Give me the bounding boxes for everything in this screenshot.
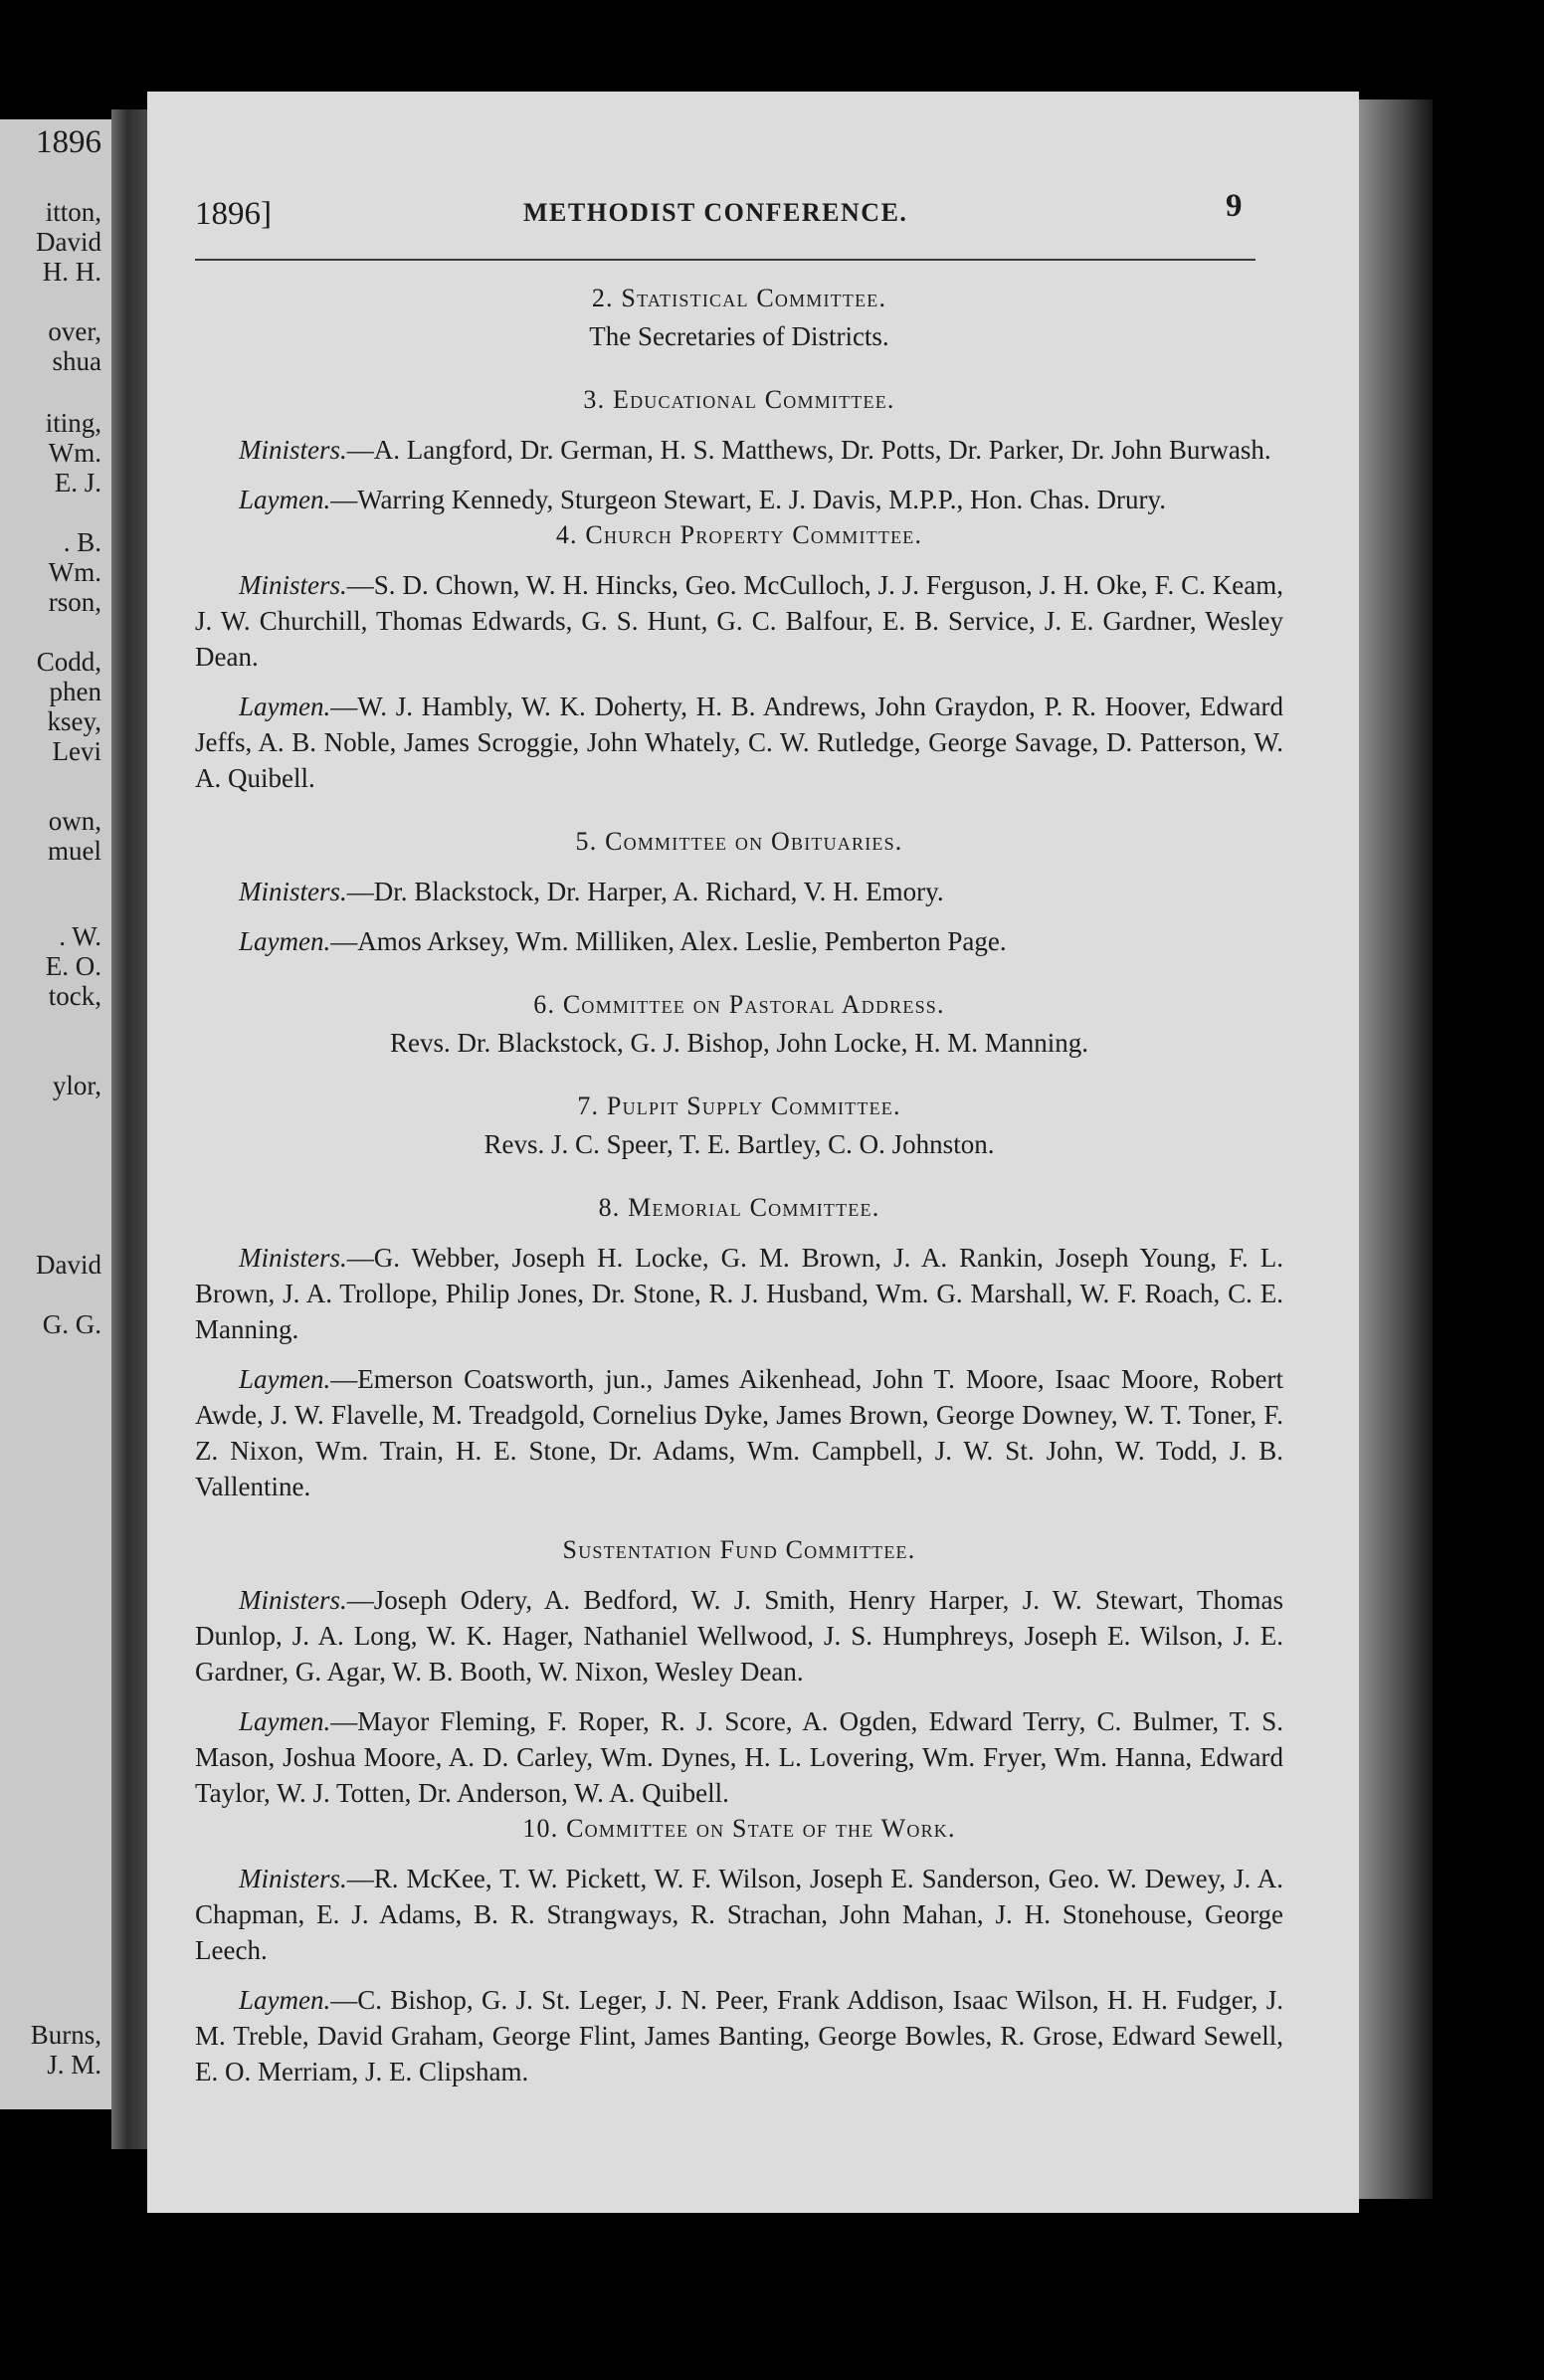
left-page-year: 1896 (36, 124, 101, 160)
section-state-of-work-committee (195, 1811, 1283, 2089)
left-fragment: Burns, (30, 2020, 101, 2050)
laymen-list: —Mayor Fleming, F. Roper, R. J. Score, A. Ogden, Edward Terry, C. Bulmer, T. S. Mason, Joshua Moore, A. D. Carley, Wm. Dynes, H. L. Lovering, Wm. Fryer, Wm. Hanna, Edward Taylor, W. J. Totten, Dr. Anderson, W. A. Quibell. (195, 1706, 1283, 1808)
right-page (147, 92, 1359, 2213)
laymen-label: Laymen. (239, 485, 331, 514)
page-number: 9 (1226, 188, 1243, 224)
laymen-label: Laymen. (239, 692, 331, 721)
ministers-paragraph (195, 1582, 1283, 1689)
section-title: 10. Committee on State of the Work. (522, 1814, 956, 1843)
left-fragment: David (36, 1250, 101, 1280)
laymen-list: —Warring Kennedy, Sturgeon Stewart, E. J. Davis, M.P.P., Hon. Chas. Drury. (330, 485, 1166, 514)
header-title: METHODIST CONFERENCE. (523, 198, 908, 227)
section-title: 3. Educational Committee. (583, 385, 895, 414)
left-fragment: Wm. (48, 438, 101, 468)
section-obituaries-committee (195, 824, 1283, 959)
left-fragment: phen (49, 677, 101, 706)
ministers-paragraph (195, 1861, 1283, 1968)
section-title: 6. Committee on Pastoral Address. (533, 990, 945, 1019)
left-fragment: G. G. (42, 1309, 101, 1339)
laymen-list: —Amos Arksey, Wm. Milliken, Alex. Leslie, Pemberton Page. (330, 926, 1007, 956)
section-title: 2. Statistical Committee. (591, 284, 887, 312)
ministers-list: —A. Langford, Dr. German, H. S. Matthews, Dr. Potts, Dr. Parker, Dr. John Burwash. (346, 435, 1271, 465)
ministers-paragraph (195, 874, 1283, 909)
ministers-label: Ministers. (239, 570, 347, 600)
left-fragment: ylor, (52, 1071, 101, 1100)
section-church-property-committee (195, 517, 1283, 796)
ministers-label: Ministers. (239, 435, 347, 465)
laymen-label: Laymen. (239, 926, 331, 956)
section-pulpit-supply-committee (195, 1089, 1283, 1162)
laymen-list: —C. Bishop, G. J. St. Leger, J. N. Peer, Frank Addison, Isaac Wilson, H. H. Fudger, J. M. Treble, David Graham, George Flint, James Banting, George Bowles, R. Grose, Edward Sewell, E. O. Merriam, J. E. Clipsham. (195, 1985, 1283, 2086)
header-rule (195, 259, 1255, 261)
left-fragment: over, (48, 316, 101, 346)
ministers-paragraph (195, 1240, 1283, 1347)
section-statistical-committee (195, 281, 1283, 354)
section-educational-committee (195, 382, 1283, 517)
section-members: The Secretaries of Districts. (589, 321, 889, 351)
section-title: 7. Pulpit Supply Committee. (577, 1091, 901, 1120)
left-fragment: . B. (63, 527, 101, 557)
section-memorial-committee (195, 1190, 1283, 1504)
left-fragment: H. H. (42, 257, 101, 287)
ministers-paragraph (195, 567, 1283, 675)
page-edge (1359, 99, 1433, 2199)
section-members: Revs. J. C. Speer, T. E. Bartley, C. O. Johnston. (483, 1129, 995, 1159)
laymen-label: Laymen. (239, 1985, 331, 2015)
ministers-list: —Joseph Odery, A. Bedford, W. J. Smith, Henry Harper, J. W. Stewart, Thomas Dunlop, J. A. Long, W. K. Hager, Nathaniel Wellwood, J. S. Humphreys, Joseph E. Wilson, J. E. Gardner, G. Agar, W. B. Booth, W. Nixon, Wesley Dean. (195, 1585, 1283, 1686)
section-title: 5. Committee on Obituaries. (575, 827, 903, 856)
laymen-paragraph (195, 923, 1283, 959)
left-fragment: Codd, (36, 647, 101, 677)
running-header (147, 188, 1359, 254)
book-gutter (111, 109, 147, 2149)
left-fragment: David (36, 227, 101, 257)
laymen-paragraph (195, 689, 1283, 796)
ministers-label: Ministers. (239, 1864, 347, 1893)
left-page-strip (0, 119, 111, 2109)
ministers-paragraph (195, 432, 1283, 468)
header-year: 1896] (195, 196, 272, 232)
laymen-list: —Emerson Coatsworth, jun., James Aikenhead, John T. Moore, Isaac Moore, Robert Awde, J. W. Flavelle, M. Treadgold, Cornelius Dyke, James Brown, George Downey, W. T. Toner, F. Z. Nixon, Wm. Train, H. E. Stone, Dr. Adams, Wm. Campbell, J. W. St. John, W. Todd, J. B. Vallentine. (195, 1364, 1283, 1501)
left-fragment: ksey, (47, 706, 101, 736)
ministers-label: Ministers. (239, 1585, 347, 1615)
page-content (195, 281, 1283, 2089)
section-title: 8. Memorial Committee. (598, 1193, 880, 1222)
left-fragment: muel (48, 836, 101, 866)
section-title: Sustentation Fund Committee. (562, 1535, 916, 1564)
section-sustentation-fund-committee (195, 1532, 1283, 1811)
left-fragment: tock, (48, 981, 101, 1011)
left-fragment: itton, (45, 197, 101, 227)
section-pastoral-address-committee (195, 987, 1283, 1061)
left-fragment: Wm. (48, 557, 101, 587)
section-title: 4. Church Property Committee. (555, 520, 923, 549)
laymen-paragraph (195, 1982, 1283, 2089)
ministers-list: —S. D. Chown, W. H. Hincks, Geo. McCulloch, J. J. Ferguson, J. H. Oke, F. C. Keam, J. W. Churchill, Thomas Edwards, G. S. Hunt, G. C. Balfour, E. B. Service, J. E. Gardner, Wesley Dean. (195, 570, 1283, 672)
ministers-label: Ministers. (239, 877, 347, 906)
laymen-paragraph (195, 482, 1283, 517)
laymen-list: —W. J. Hambly, W. K. Doherty, H. B. Andrews, John Graydon, P. R. Hoover, Edward Jeffs, A. B. Noble, James Scroggie, John Whately, C. W. Rutledge, George Savage, D. Patterson, W. A. Quibell. (195, 692, 1283, 793)
left-fragment: J. M. (47, 2050, 101, 2080)
ministers-list: —Dr. Blackstock, Dr. Harper, A. Richard, V. H. Emory. (346, 877, 944, 906)
laymen-paragraph (195, 1703, 1283, 1811)
left-fragment: . W. (59, 921, 101, 951)
left-fragment: E. J. (54, 468, 101, 497)
left-fragment: shua (52, 346, 101, 376)
laymen-label: Laymen. (239, 1706, 331, 1736)
left-fragment: own, (48, 806, 101, 836)
ministers-list: —G. Webber, Joseph H. Locke, G. M. Brown, J. A. Rankin, Joseph Young, F. L. Brown, J. A. Trollope, Philip Jones, Dr. Stone, R. J. Husband, Wm. G. Marshall, W. F. Roach, C. E. Manning. (195, 1243, 1283, 1344)
section-members: Revs. Dr. Blackstock, G. J. Bishop, John Locke, H. M. Manning. (390, 1028, 1088, 1058)
laymen-paragraph (195, 1361, 1283, 1504)
left-fragment: iting, (45, 408, 101, 438)
left-fragment: Levi (52, 736, 101, 766)
laymen-label: Laymen. (239, 1364, 331, 1394)
left-fragment: E. O. (45, 951, 101, 981)
ministers-label: Ministers. (239, 1243, 347, 1273)
left-fragment: rson, (48, 587, 101, 617)
ministers-list: —R. McKee, T. W. Pickett, W. F. Wilson, Joseph E. Sanderson, Geo. W. Dewey, J. A. Chapman, E. J. Adams, B. R. Strangways, R. Strachan, John Mahan, J. H. Stonehouse, George Leech. (195, 1864, 1283, 1965)
